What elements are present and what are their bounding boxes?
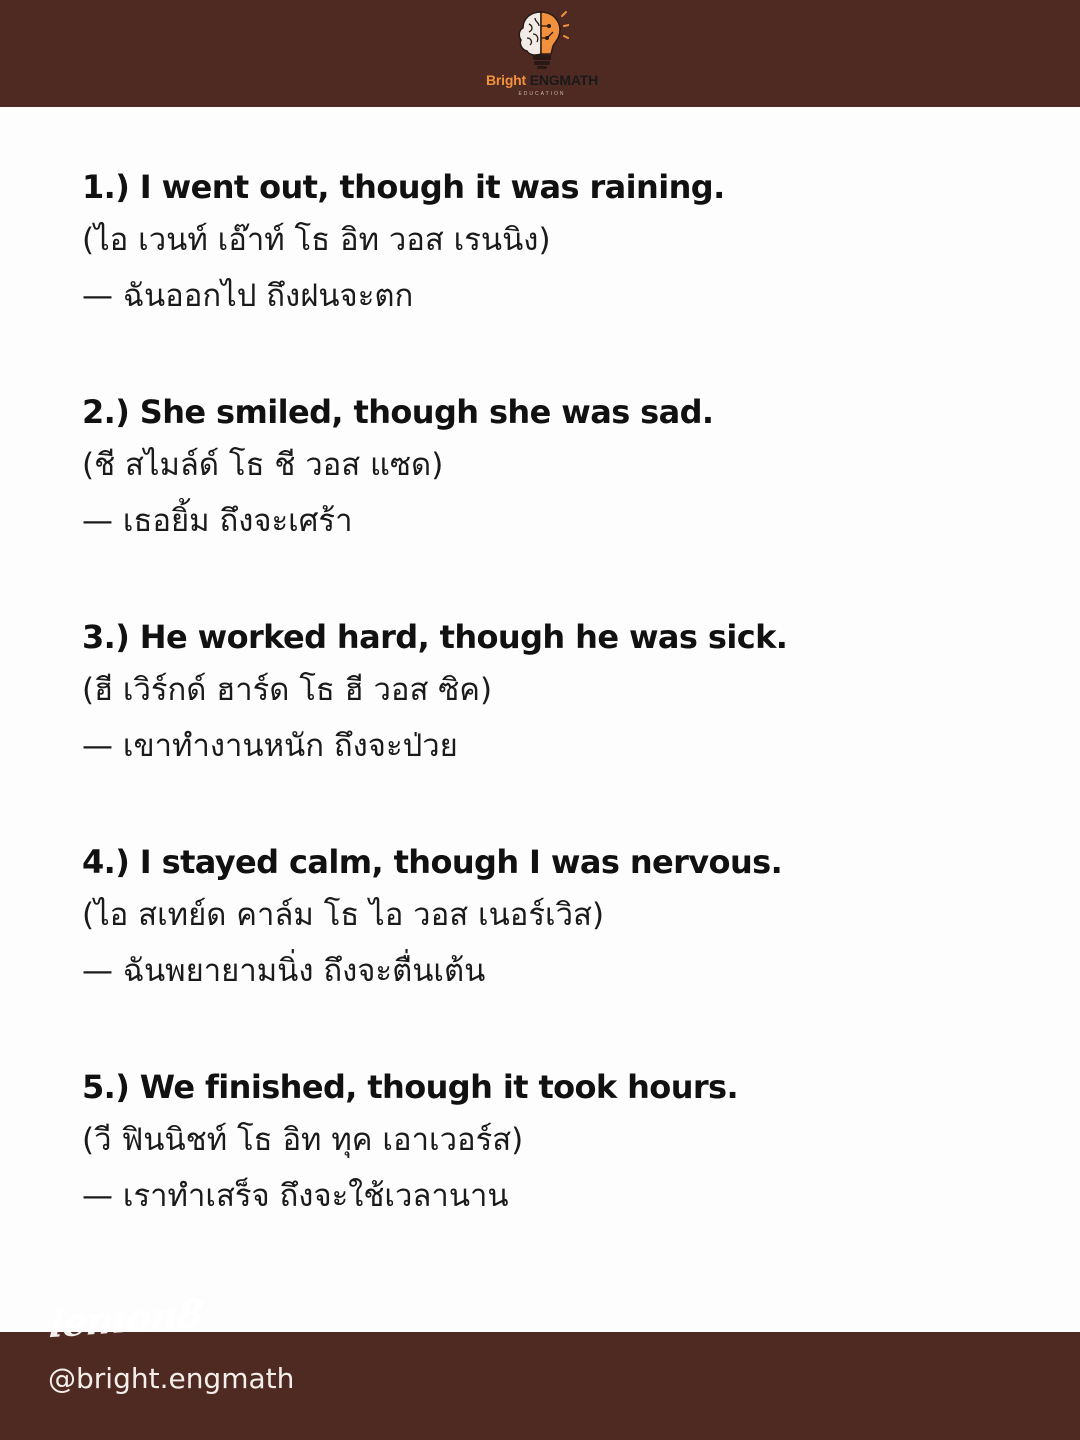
sentence-list bbox=[82, 162, 1022, 1287]
brain-lightbulb-icon bbox=[513, 8, 569, 70]
thai-pronunciation: (ฮี เวิร์กด์ ฮาร์ด โธ ฮี วอส ซิค) bbox=[82, 672, 493, 708]
thai-pronunciation: (วี ฟินนิชท์ โธ อิท ทุค เอาเวอร์ส) bbox=[82, 1122, 524, 1158]
list-item bbox=[82, 612, 1022, 837]
thai-pronunciation: (ไอ เวนท์ เอ๊าท์ โธ อิท วอส เรนนิง) bbox=[82, 222, 551, 258]
list-item bbox=[82, 1062, 1022, 1287]
thai-meaning: — เขาทำงานหนัก ถึงจะป่วย bbox=[82, 728, 458, 764]
english-sentence: 1.) I went out, though it was raining. bbox=[82, 168, 725, 206]
author-handle[interactable]: @bright.engmath bbox=[48, 1362, 295, 1395]
list-item bbox=[82, 837, 1022, 1062]
english-sentence: 5.) We finished, though it took hours. bbox=[82, 1068, 739, 1106]
lemon8-watermark: lemon8 bbox=[47, 1290, 205, 1347]
thai-pronunciation: (ชี สไมล์ด์ โธ ชี วอส แซด) bbox=[82, 447, 444, 483]
brand-name-part2: ENGMATH bbox=[529, 72, 599, 88]
brand-name-part1: Bright bbox=[485, 72, 526, 88]
thai-meaning: — เธอยิ้ม ถึงจะเศร้า bbox=[82, 503, 353, 539]
thai-pronunciation: (ไอ สเทย์ด คาล์ม โธ ไอ วอส เนอร์เวิส) bbox=[82, 897, 605, 933]
brand-subtitle: EDUCATION bbox=[518, 91, 566, 97]
thai-meaning: — ฉันออกไป ถึงฝนจะตก bbox=[82, 278, 414, 314]
thai-meaning: — ฉันพยายามนิ่ง ถึงจะตื่นเต้น bbox=[82, 953, 486, 989]
brand-logo bbox=[480, 8, 604, 100]
english-sentence: 3.) He worked hard, though he was sick. bbox=[82, 618, 788, 656]
list-item bbox=[82, 387, 1022, 612]
thai-meaning: — เราทำเสร็จ ถึงจะใช้เวลานาน bbox=[82, 1178, 509, 1214]
list-item bbox=[82, 162, 1022, 387]
header-bar bbox=[0, 0, 1080, 107]
brand-name bbox=[480, 72, 604, 88]
english-sentence: 2.) She smiled, though she was sad. bbox=[82, 393, 714, 431]
english-sentence: 4.) I stayed calm, though I was nervous. bbox=[82, 843, 783, 881]
